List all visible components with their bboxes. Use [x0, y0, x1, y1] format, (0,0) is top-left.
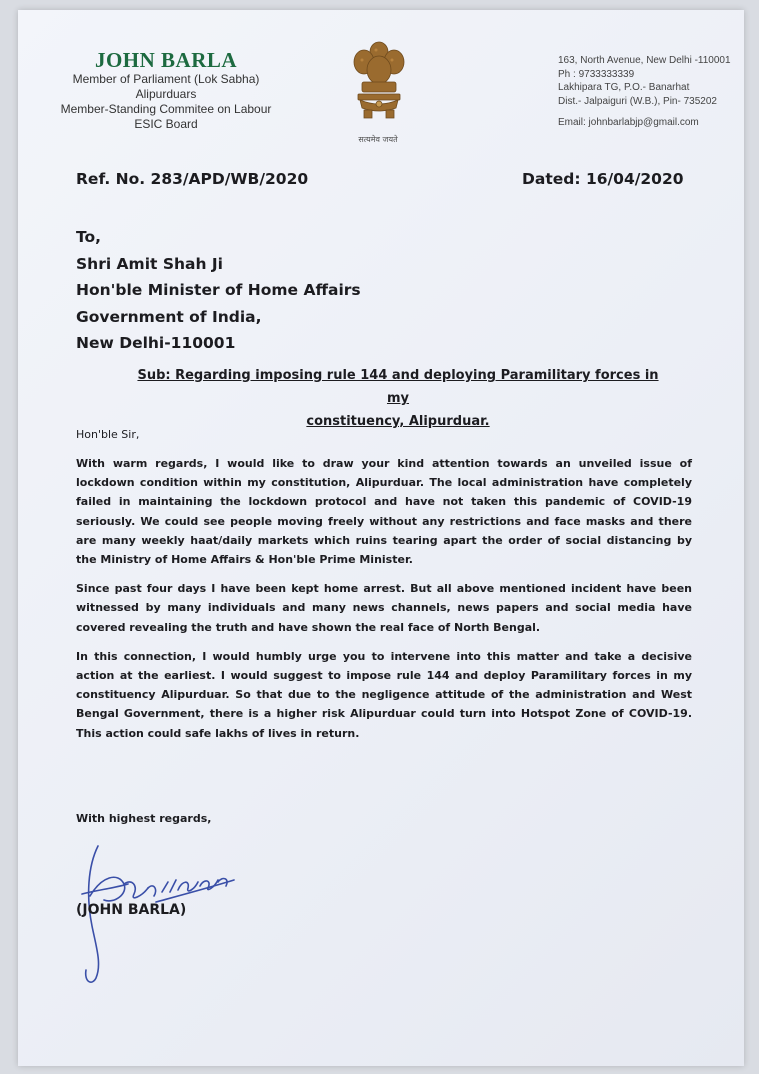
letterhead-line: Member of Parliament (Lok Sabha): [72, 72, 260, 86]
body-paragraph: In this connection, I would humbly urge you to intervene into this matter and take a decisive action at the earliest. I would suggest to impose rule 144 and deploy Paramilitary forces in my constituency Alipurduar. So that due to the negligence attitude of the administration and West Bengal Government, there is a higher risk Alipurduar could turn into Hotspot Zone of COVID-19. This action could safe lakhs of lives in return.: [76, 649, 692, 740]
letter-body: [76, 454, 692, 753]
recipient-line: Government of India,: [76, 307, 262, 326]
address-line: Ph : 9733333339: [558, 68, 635, 80]
signer-name: (JOHN BARLA): [76, 902, 187, 918]
address-line: 163, North Avenue, New Delhi -110001: [558, 55, 731, 66]
address-line: Lakhipara TG, P.O.- Banarhat: [558, 82, 690, 93]
recipient-block: [76, 224, 361, 357]
letter-date: Dated: 16/04/2020: [522, 170, 684, 188]
subject-line-1: Sub: Regarding imposing rule 144 and deploying Paramilitary forces in my: [137, 368, 659, 406]
letterhead-name: JOHN BARLA: [94, 48, 238, 72]
recipient-line: Shri Amit Shah Ji: [76, 254, 223, 273]
body-paragraph: Since past four days I have been kept home arrest. But all above mentioned incident have been witnessed by many individuals and many news channels, news papers and social media have covered revealing the truth and have shown the real face of North Bengal.: [76, 582, 692, 634]
body-paragraph: With warm regards, I would like to draw your kind attention towards an unveiled issue of lockdown condition within my constitution, Alipurduar. The local administration have completely failed in maintaining the lockdown protocol and have not taken this pandemic of COVID-19 seriously. We could see people moving freely without any restrictions and face masks and there are many weekly haat/daily markets which ruins tearing apart the order of social distancing by the Ministry of Home Affairs & Hon'ble Prime Minister.: [76, 457, 692, 567]
recipient-line: New Delhi-110001: [76, 334, 236, 352]
letterhead-line: Member-Standing Commitee on Labour: [60, 102, 272, 116]
closing-line: With highest regards,: [76, 812, 212, 825]
salutation: Hon'ble Sir,: [76, 428, 140, 441]
recipient-line: Hon'ble Minister of Home Affairs: [76, 281, 361, 299]
subject-line-2: constituency, Alipurduar.: [306, 414, 490, 429]
address-line: Dist.- Jalpaiguri (W.B.), Pin- 735202: [558, 95, 717, 107]
letterhead-address: [558, 54, 748, 130]
state-emblem-icon: [342, 38, 416, 144]
emblem-caption: सत्यमेव जयते: [358, 135, 398, 144]
recipient-to: To,: [76, 228, 102, 246]
letterhead-designation: [28, 72, 304, 132]
letter-page: [18, 10, 744, 1066]
letterhead-line: Alipurduars: [135, 87, 197, 101]
reference-number: Ref. No. 283/APD/WB/2020: [76, 170, 309, 188]
subject-line: [128, 364, 668, 433]
letterhead-email: Email: johnbarlabjp@gmail.com: [558, 117, 699, 128]
letterhead-line: ESIC Board: [134, 117, 198, 131]
